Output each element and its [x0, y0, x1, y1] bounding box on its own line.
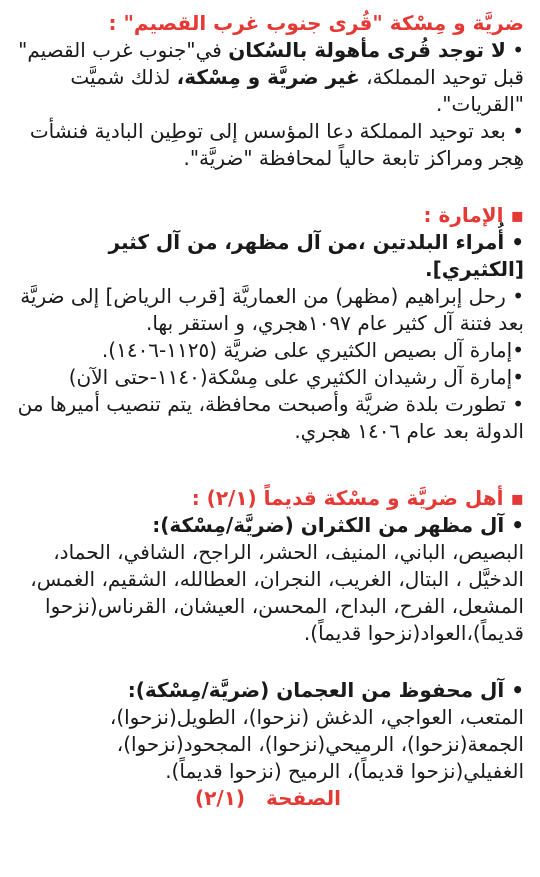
paragraph-bold-phrase: لا توجد قُرى مأهولة بالسُكان [228, 38, 506, 62]
bullet: • [512, 365, 524, 389]
family-group-names-1: البصيص، الباني، المنيف، الحشر، الراجح، الشافي، الحماد، الدخيَّل ، البتال، الغريب، النجران، العطالله، الشقيم، الغمس، المشعل، الفرح، البداح، المحسن، العيشان، القرناس(نزحوا قديماً)،العواد(نزحوا قديماً). [30, 540, 524, 645]
section-heading-families: ▪ أهل ضريَّة و مسْكة قديماً (٢/١) : [191, 486, 524, 510]
emirate-line-5: • تطورت بلدة ضريَّة وأصبحت محافظة، يتم تنصيب أميرها من الدولة بعد عام ١٤٠٦ هجري. [17, 392, 524, 443]
square-bullet-icon: ▪ [503, 486, 524, 510]
bullet: • [505, 38, 524, 62]
section-heading-villages: ضريَّة و مِسْكة "قُرى جنوب غرب القصيم" : [108, 11, 524, 35]
paragraph-text-end: لذلك شميَّت "القريات". [70, 65, 524, 116]
paragraph-text: في"جنوب غرب القصيم" قبل توحيد المملكة، [18, 38, 524, 89]
page-number: (٢/١) [195, 786, 246, 810]
paragraph-bold-phrase-2: غير ضريَّة و مِسْكة، [176, 65, 360, 89]
page-footer [12, 785, 524, 812]
paragraph-villages-1 [12, 37, 524, 118]
family-group-title-1: • آل مظهر من الكثران (ضريَّة/مِسْكة): [152, 513, 524, 537]
family-group-names-2: المتعب، العواجي، الدغش (نزحوا)، الطويل(نزحوا)، الجمعة(نزحوا)، الرميحي(نزحوا)، المجحود(نزحوا)، الغفيلي(نزحوا قديماً)، الرميح (نزحوا قديماً). [109, 705, 524, 783]
bullet: • [505, 119, 524, 143]
bullet: • [505, 392, 524, 416]
bullet: • [504, 230, 524, 254]
family-group-title-2: • آل محفوظ من العجمان (ضريَّة/مِسْكة): [127, 678, 524, 702]
emirate-line-3: •إمارة آل بصيص الكثيري على ضريَّة (١١٢٥-١٤٠٦). [101, 338, 524, 362]
bullet: • [505, 284, 524, 308]
paragraph-villages-2 [12, 118, 524, 172]
emirate-line-1: • أُمراء البلدتين ،من آل مظهر، من آل كثير [الكثيري]. [108, 230, 524, 281]
page-label: الصفحة [265, 786, 341, 810]
bullet: • [504, 513, 524, 537]
paragraph-text: بعد توحيد المملكة دعا المؤسس إلى توطِين البادية فنشأت هِجر ومراكز تابعة حالياً لمحافظة "ضريَّة". [29, 119, 524, 170]
section-heading-emirate: ▪ الإمارة : [423, 203, 524, 227]
emirate-line-2: • رحل إبراهيم (مظهر) من العماريَّة [قرب الرياض] إلى ضريَّة بعد فتنة آل كثير عام ١٠٩٧هجري، و استقر بها. [20, 284, 524, 335]
bullet: • [512, 338, 524, 362]
emirate-line-4: •إمارة آل رشيدان الكثيري على مِسْكة(١١٤٠-حتى الآن) [68, 365, 524, 389]
bullet: • [504, 678, 524, 702]
square-bullet-icon: ▪ [503, 203, 524, 227]
